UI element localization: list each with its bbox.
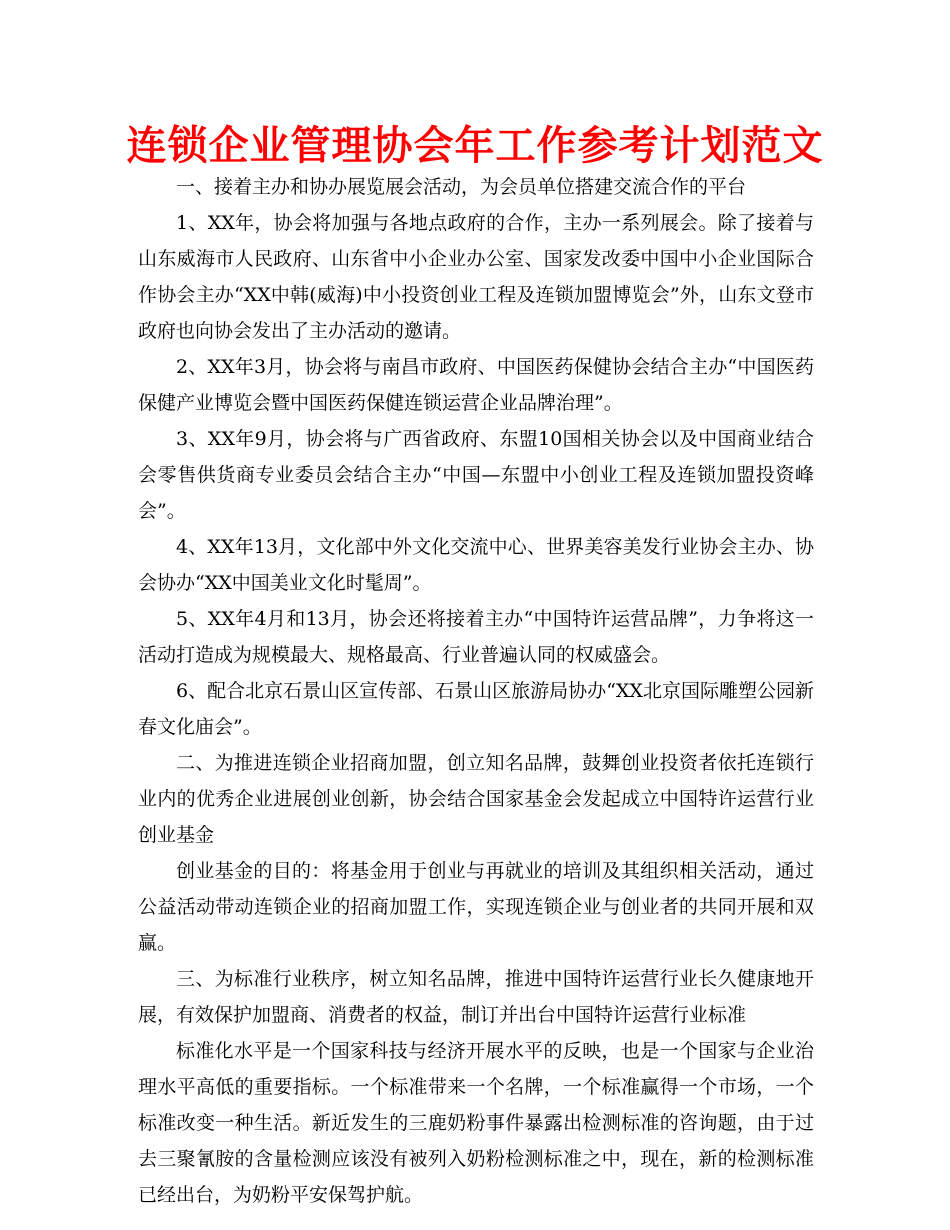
paragraph: 5、XX年4月和13月，协会还将接着主办“中国特许运营品牌”，力争将这一活动打造成为规模最大、规格最高、行业普遍认同的权威盛会。 (138, 608, 814, 666)
paragraph: 创业基金的目的：将基金用于创业与再就业的培训及其组织相关活动，通过公益活动带动连锁企业的招商加盟工作，实现连锁企业与创业者的共同开展和双赢。 (138, 860, 814, 954)
paragraph: 2、XX年3月，协会将与南昌市政府、中国医药保健协会结合主办“中国医药保健产业博览会暨中国医药保健连锁运营企业品牌治理”。 (138, 356, 814, 414)
section-heading-2: 二、为推进连锁企业招商加盟，创立知名品牌，鼓舞创业投资者依托连锁行业内的优秀企业进展创业创新，协会结合国家基金会发起成立中国特许运营行业创业基金 (138, 752, 814, 846)
section-heading-1: 一、接着主办和协办展览展会活动，为会员单位搭建交流合作的平台 (176, 176, 747, 198)
paragraph: 6、配合北京石景山区宣传部、石景山区旅游局协办“XX北京国际雕塑公园新春文化庙会”。 (138, 680, 814, 738)
paragraph: 3、XX年9月，协会将与广西省政府、东盟10国相关协会以及中国商业结合会零售供货商专业委员会结合主办“中国—东盟中小创业工程及连锁加盟投资峰会”。 (138, 428, 814, 522)
paragraph: 标准化水平是一个国家科技与经济开展水平的反映，也是一个国家与企业治理水平高低的重要指标。一个标准带来一个名牌，一个标准赢得一个市场，一个标准改变一种生活。新近发生的三鹿奶粉事件暴露出检测标准的咨询题，由于过去三聚氰胺的含量检测应该没有被列入奶粉检测标准之中，现在，新的检测标准已经出台，为奶粉平安保驾护航。 (138, 1040, 814, 1206)
section-heading-3: 三、为标准行业秩序，树立知名品牌，推进中国特许运营行业长久健康地开展，有效保护加盟商、消费者的权益，制订并出台中国特许运营行业标准 (138, 968, 814, 1026)
document-body (138, 169, 814, 1213)
paragraph: 1、XX年，协会将加强与各地点政府的合作，主办一系列展会。除了接着与山东威海市人民政府、山东省中小企业办公室、国家发改委中国中小企业国际合作协会主办“XX中韩(威海)中小投资创业工程及连锁加盟博览会”外，山东文登市政府也向协会发出了主办活动的邀请。 (138, 212, 814, 342)
document-title: 连锁企业管理协会年工作参考计划范文 (126, 123, 824, 169)
paragraph: 4、XX年13月，文化部中外文化交流中心、世界美容美发行业协会主办、协会协办“XX中国美业文化时髦周”。 (138, 536, 814, 594)
